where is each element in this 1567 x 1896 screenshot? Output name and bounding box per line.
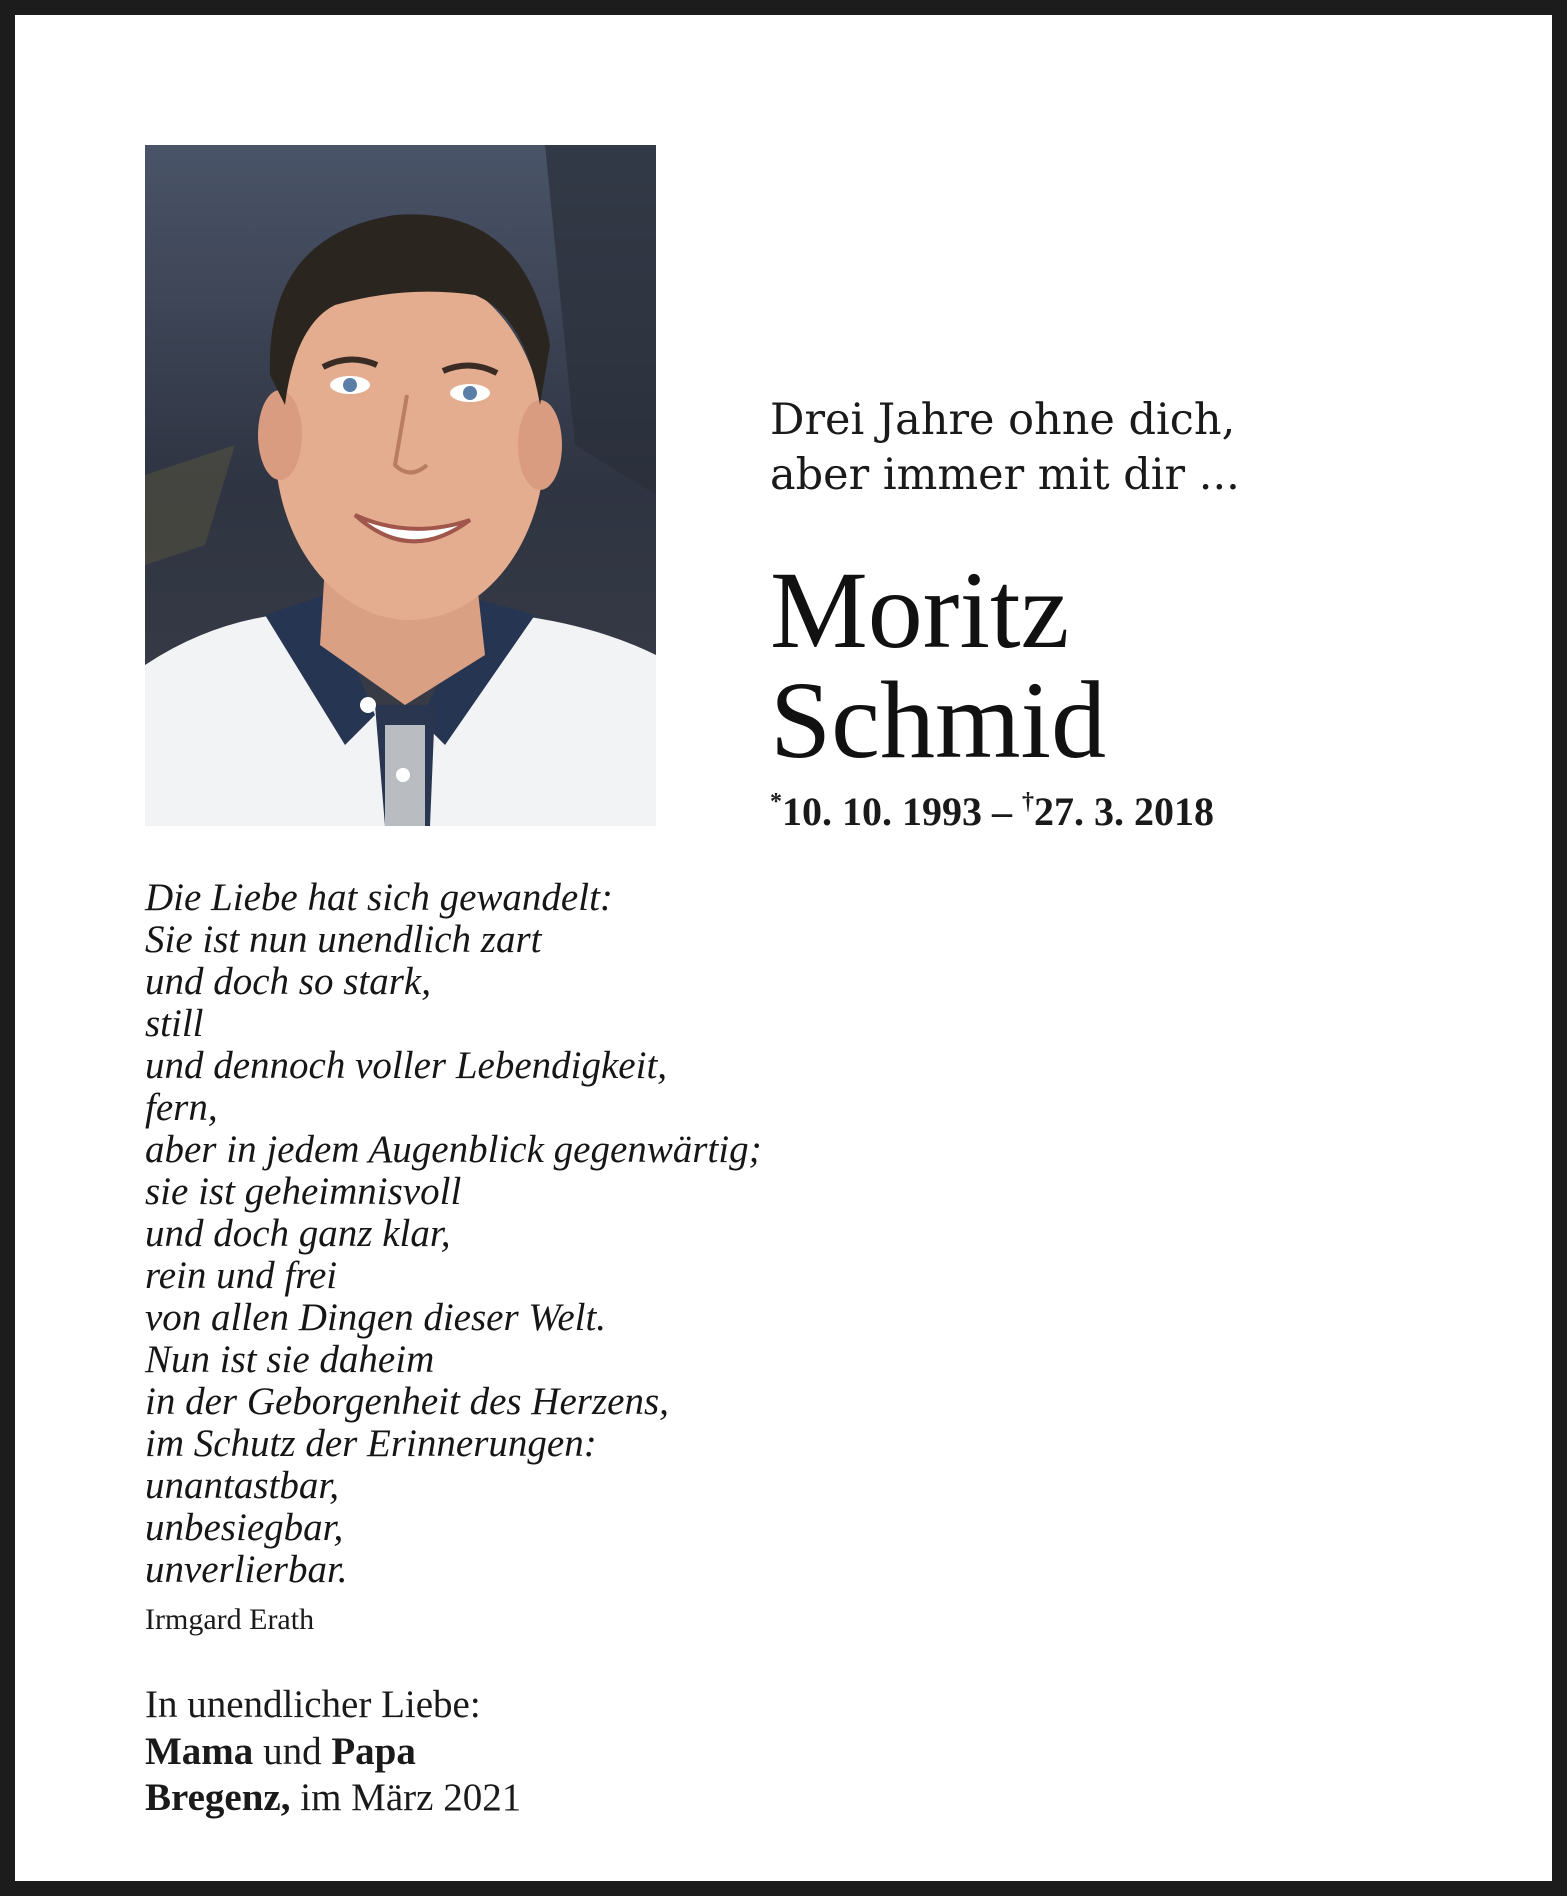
- date-dash: –: [982, 789, 1022, 834]
- death-symbol: †: [1022, 789, 1034, 815]
- poem-line: und dennoch voller Lebendigkeit,: [145, 1044, 668, 1087]
- signatory-mama: Mama: [145, 1730, 254, 1773]
- deceased-name: [770, 549, 1107, 781]
- life-dates: [770, 788, 1214, 835]
- poem: [145, 877, 762, 1591]
- poem-author: Irmgard Erath: [145, 1603, 315, 1636]
- place-city: Bregenz,: [145, 1776, 291, 1819]
- place-date: [145, 1775, 521, 1820]
- poem-line: rein und frei: [145, 1254, 338, 1297]
- portrait-photo: [145, 145, 656, 826]
- poem-line: unantastbar,: [145, 1464, 339, 1507]
- place-date-text: im März 2021: [290, 1776, 522, 1819]
- intro-line-1: Drei Jahre ohne dich,: [770, 395, 1236, 445]
- poem-line: und doch ganz klar,: [145, 1212, 451, 1255]
- poem-line: unbesiegbar,: [145, 1506, 344, 1549]
- poem-line: fern,: [145, 1086, 218, 1129]
- poem-line: sie ist geheimnisvoll: [145, 1170, 462, 1213]
- poem-line: still: [145, 1002, 204, 1045]
- intro-text: [770, 393, 1240, 503]
- poem-line: Die Liebe hat sich gewandelt:: [145, 876, 613, 919]
- poem-line: Nun ist sie daheim: [145, 1338, 435, 1381]
- signatory-und: und: [253, 1730, 332, 1773]
- portrait-image: [145, 145, 656, 826]
- intro-line-2: aber immer mit dir ...: [770, 450, 1240, 500]
- poem-line: von allen Dingen dieser Welt.: [145, 1296, 607, 1339]
- poem-line: in der Geborgenheit des Herzens,: [145, 1380, 669, 1423]
- signatory-papa: Papa: [331, 1730, 416, 1773]
- first-name: Moritz: [770, 549, 1070, 671]
- closing-signature: [145, 1681, 481, 1775]
- birth-symbol: *: [770, 789, 782, 815]
- poem-line: Sie ist nun unendlich zart: [145, 918, 542, 961]
- death-date: 27. 3. 2018: [1034, 789, 1214, 834]
- poem-line: und doch so stark,: [145, 960, 431, 1003]
- poem-line: unverlierbar.: [145, 1548, 348, 1591]
- birth-date: 10. 10. 1993: [782, 789, 982, 834]
- last-name: Schmid: [770, 659, 1107, 781]
- closing-line: In unendlicher Liebe:: [145, 1683, 481, 1726]
- poem-line: im Schutz der Erinnerungen:: [145, 1422, 597, 1465]
- poem-line: aber in jedem Augenblick gegenwärtig;: [145, 1128, 762, 1171]
- signatories: [145, 1728, 481, 1775]
